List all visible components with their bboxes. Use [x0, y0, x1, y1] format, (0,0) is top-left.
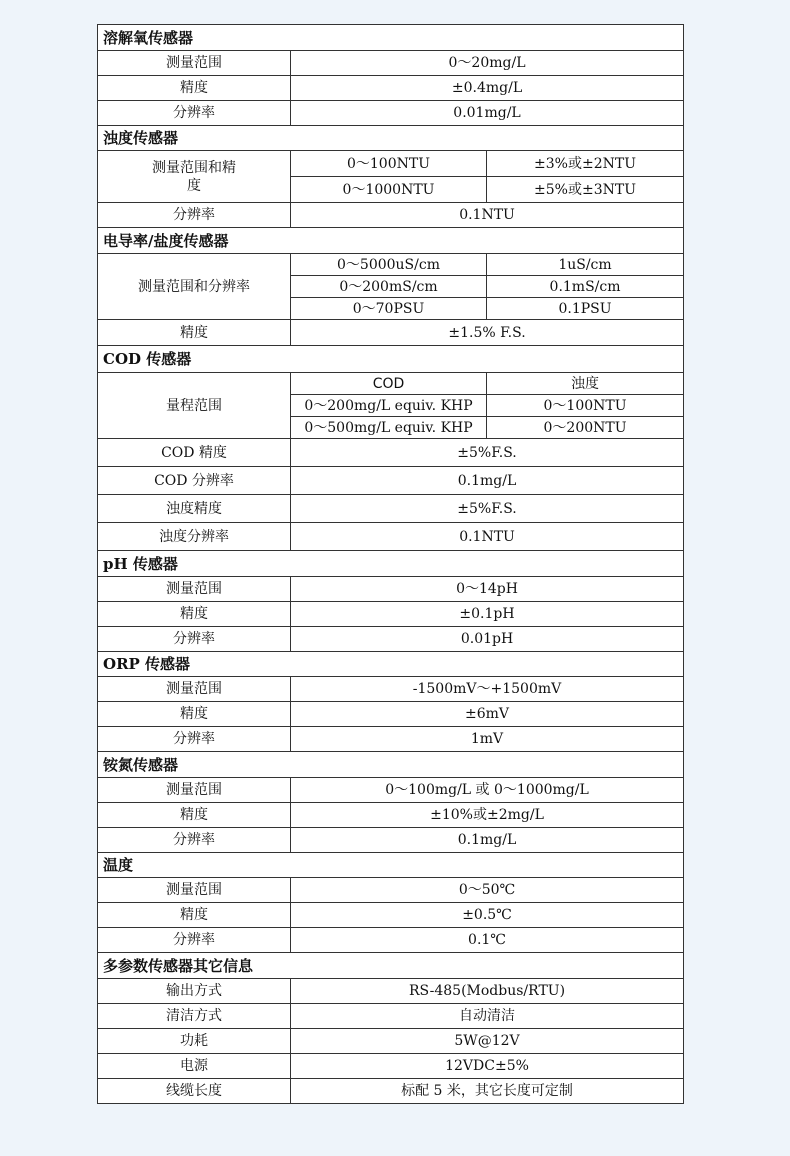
- section-title: 多参数传感器其它信息: [98, 953, 684, 979]
- param-value: 0.1NTU: [291, 523, 684, 551]
- param-label: COD 精度: [98, 439, 291, 467]
- param-value: ±0.1pH: [291, 602, 684, 627]
- range-value: 0～200NTU: [487, 417, 684, 439]
- param-label: 输出方式: [98, 979, 291, 1004]
- param-label: 精度: [98, 803, 291, 828]
- range-value: 0～100NTU: [487, 395, 684, 417]
- param-value: ±1.5% F.S.: [291, 320, 684, 346]
- param-label: 精度: [98, 76, 291, 101]
- param-value: 自动清洁: [291, 1004, 684, 1029]
- column-header-turbidity: 浊度: [487, 373, 684, 395]
- param-label: 测量范围和分辨率: [98, 254, 291, 320]
- spec-table: [97, 24, 684, 1104]
- range-value: 0～1000NTU: [291, 177, 487, 203]
- section-title: 铵氮传感器: [98, 752, 684, 778]
- column-header-cod: COD: [291, 373, 487, 395]
- param-label: 精度: [98, 320, 291, 346]
- param-value: 0～100mg/L 或 0～1000mg/L: [291, 778, 684, 803]
- param-value: 0.1℃: [291, 928, 684, 953]
- param-label: 功耗: [98, 1029, 291, 1054]
- param-label: 精度: [98, 702, 291, 727]
- section-title: 温度: [98, 853, 684, 878]
- param-value: 0～14pH: [291, 577, 684, 602]
- accuracy-value: ±5%或±3NTU: [487, 177, 684, 203]
- param-value: 0～20mg/L: [291, 51, 684, 76]
- param-value: 1mV: [291, 727, 684, 752]
- param-value: 12VDC±5%: [291, 1054, 684, 1079]
- param-label: 精度: [98, 602, 291, 627]
- param-label: 测量范围: [98, 677, 291, 702]
- section-title: ORP 传感器: [98, 652, 684, 677]
- param-label: COD 分辨率: [98, 467, 291, 495]
- param-value: -1500mV～+1500mV: [291, 677, 684, 702]
- range-value: 0～200mg/L equiv. KHP: [291, 395, 487, 417]
- param-label: 测量范围: [98, 51, 291, 76]
- range-value: 0～100NTU: [291, 151, 487, 177]
- param-value: ±0.4mg/L: [291, 76, 684, 101]
- range-value: 0～200mS/cm: [291, 276, 487, 298]
- param-label: 分辨率: [98, 627, 291, 652]
- range-value: 0～500mg/L equiv. KHP: [291, 417, 487, 439]
- param-label: 量程范围: [98, 373, 291, 439]
- param-value: 标配 5 米，其它长度可定制: [291, 1079, 684, 1104]
- param-label: 分辨率: [98, 101, 291, 126]
- param-label: 线缆长度: [98, 1079, 291, 1104]
- param-label: 浊度分辨率: [98, 523, 291, 551]
- param-value: ±6mV: [291, 702, 684, 727]
- param-label: 测量范围和精度: [98, 151, 291, 203]
- section-title: 电导率/盐度传感器: [98, 228, 684, 254]
- accuracy-value: ±3%或±2NTU: [487, 151, 684, 177]
- param-value: 0.1mg/L: [291, 467, 684, 495]
- range-value: 0～70PSU: [291, 298, 487, 320]
- param-label: 浊度精度: [98, 495, 291, 523]
- section-title: COD 传感器: [98, 346, 684, 373]
- param-value: ±5%F.S.: [291, 439, 684, 467]
- section-title: 浊度传感器: [98, 126, 684, 151]
- param-value: ±0.5℃: [291, 903, 684, 928]
- param-label: 测量范围: [98, 577, 291, 602]
- param-value: 5W@12V: [291, 1029, 684, 1054]
- param-value: RS-485(Modbus/RTU): [291, 979, 684, 1004]
- resolution-value: 0.1mS/cm: [487, 276, 684, 298]
- param-value: 0.01pH: [291, 627, 684, 652]
- param-label: 清洁方式: [98, 1004, 291, 1029]
- section-title: pH 传感器: [98, 551, 684, 577]
- param-label: 分辨率: [98, 727, 291, 752]
- param-label: 分辨率: [98, 203, 291, 228]
- param-value: 0.1NTU: [291, 203, 684, 228]
- range-value: 0～5000uS/cm: [291, 254, 487, 276]
- resolution-value: 1uS/cm: [487, 254, 684, 276]
- param-value: 0.1mg/L: [291, 828, 684, 853]
- param-label: 精度: [98, 903, 291, 928]
- section-title: 溶解氧传感器: [98, 25, 684, 51]
- param-label: 电源: [98, 1054, 291, 1079]
- param-value: 0.01mg/L: [291, 101, 684, 126]
- param-value: 0～50℃: [291, 878, 684, 903]
- param-label: 测量范围: [98, 878, 291, 903]
- param-value: ±5%F.S.: [291, 495, 684, 523]
- resolution-value: 0.1PSU: [487, 298, 684, 320]
- param-label: 分辨率: [98, 928, 291, 953]
- param-label: 分辨率: [98, 828, 291, 853]
- param-label: 测量范围: [98, 778, 291, 803]
- param-value: ±10%或±2mg/L: [291, 803, 684, 828]
